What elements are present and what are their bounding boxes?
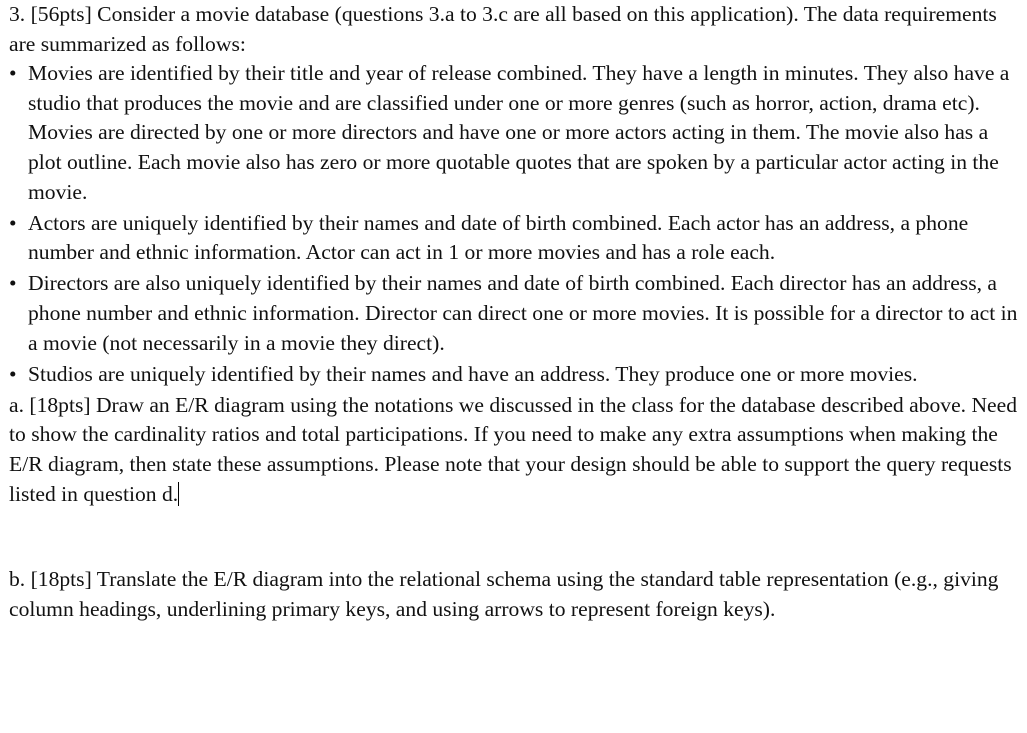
- requirement-text: Studios are uniquely identified by their names and have an address. They produce one or more movies.: [28, 361, 918, 386]
- part-b-text[interactable]: b. [18pts] Translate the E/R diagram into the relational schema using the standard table representation (e.g., giving column headings, underlining primary keys, and using arrows to represent foreign keys).: [9, 567, 999, 621]
- requirement-movies: [9, 59, 1019, 207]
- requirement-actors: [9, 209, 1019, 268]
- part-b-paragraph[interactable]: [9, 565, 1019, 624]
- requirement-text: Directors are also uniquely identified by their names and date of birth combined. Each director has an address, a phone number and ethnic information. Director can direct one or more movies. It is possible for a director to act in a movie (not necessarily in a movie they direct).: [28, 271, 1018, 355]
- document-page: [9, 0, 1019, 624]
- requirement-directors: [9, 269, 1019, 358]
- requirements-list: [9, 59, 1019, 389]
- text-cursor: [178, 480, 180, 510]
- requirement-text: Movies are identified by their title and year of release combined. They have a length in minutes. They also have a studio that produces the movie and are classified under one or more genres (such as horror, action, drama etc). Movies are directed by one or more directors and have one or more actors acting in them. The movie also has a plot outline. Each movie also has zero or more quotable quotes that are spoken by a particular actor acting in the movie.: [28, 61, 1010, 204]
- part-a-text[interactable]: a. [18pts] Draw an E/R diagram using the notations we discussed in the class for the database described above. Need to show the cardinality ratios and total participations. If you need to make any extra assumptions when making the E/R diagram, then state these assumptions. Please note that your design should be able to support the query requests listed in question d.: [9, 392, 1018, 506]
- bullet-icon: •: [9, 361, 17, 386]
- part-a-paragraph[interactable]: [9, 391, 1019, 509]
- bullet-icon: •: [9, 271, 17, 296]
- requirement-text: Actors are uniquely identified by their names and date of birth combined. Each actor has an address, a phone number and ethnic information. Actor can act in 1 or more movies and has a role each.: [28, 210, 969, 265]
- bullet-icon: •: [9, 61, 17, 86]
- question-header: 3. [56pts] Consider a movie database (questions 3.a to 3.c are all based on this application). The data requirements are summarized as follows:: [9, 2, 997, 56]
- requirement-studios: [9, 360, 1019, 390]
- bullet-icon: •: [9, 210, 17, 235]
